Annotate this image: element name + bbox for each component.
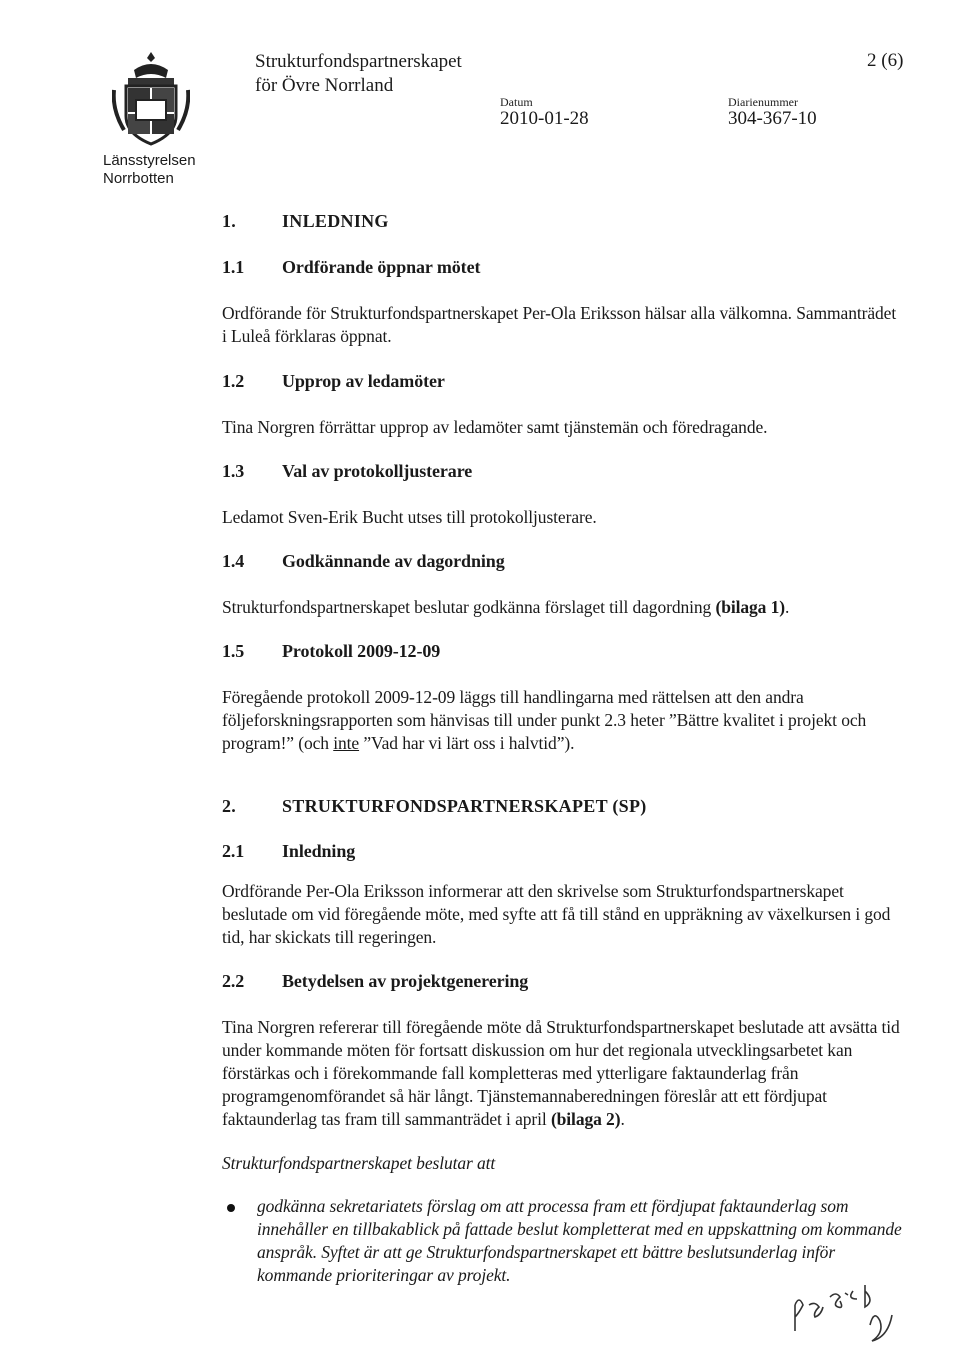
organization-name — [255, 50, 462, 98]
section-2-1-text: Ordförande Per-Ola Eriksson informerar att den skrivelse som Strukturfondspartnerskapet beslutade om vid föregående möte, med syfte att få till stånd en uppräkning av växelkursen i god tid, har skickats till regeringen. — [222, 881, 891, 947]
section-number: 1.1 — [222, 257, 245, 277]
section-number: 1.4 — [222, 551, 245, 571]
section-title: Upprop av ledamöter — [282, 371, 445, 391]
page-number: 2 (6) — [867, 50, 904, 71]
section-1-3-text: Ledamot Sven-Erik Bucht utses till protokolljusterare. — [222, 507, 597, 527]
section-number: 2.1 — [222, 841, 245, 861]
section-title: STRUKTURFONDSPARTNERSKAPET (SP) — [282, 796, 647, 816]
text-segment: Tina Norgren refererar till föregående möte då Strukturfondspartnerskapet beslutade att avsätta tid under kommande möten för fortsatt diskussion om hur det regionala utvecklingsarbetet kan förstärkas och i förekommande fall kompletteras med ytterligare faktaunderlag från programgenomförandet så här långt. Tjänstemannaberedningen föreslår att ett fördjupat faktaunderlag tas fram till sammanträdet i april — [222, 1017, 900, 1129]
org-line1: Strukturfondspartnerskapet — [255, 51, 462, 72]
org-line2: för Övre Norrland — [255, 75, 394, 96]
section-number: 2. — [222, 796, 237, 816]
text-segment: . — [784, 597, 790, 617]
agency-line2: Norrbotten — [103, 170, 174, 187]
dnr-label: Diarienummer — [728, 95, 798, 109]
section-2-heading — [222, 795, 912, 818]
section-1-2-text: Tina Norgren förrättar upprop av ledamöter samt tjänstemän och föredragande. — [222, 417, 768, 437]
dnr-value: 304-367-10 — [728, 108, 817, 129]
section-1-heading — [222, 210, 912, 233]
coat-of-arms-icon — [112, 50, 190, 150]
section-number: 1.2 — [222, 371, 245, 391]
section-2-1-heading — [222, 840, 912, 863]
agency-name — [103, 152, 196, 188]
section-1-4-text — [222, 596, 912, 619]
handwritten-initials — [775, 1275, 915, 1355]
section-number: 2.2 — [222, 971, 245, 991]
section-2-2-text — [222, 1016, 906, 1131]
attachment-ref: (bilaga 1) — [715, 597, 785, 617]
section-1-1-text: Ordförande för Strukturfondspartnerskapet Per-Ola Eriksson hälsar alla välkomna. Sammanträdet i Luleå förklaras öppnat. — [222, 303, 897, 346]
date-value: 2010-01-28 — [500, 108, 589, 129]
section-1-3-heading — [222, 460, 912, 483]
section-1-2-heading — [222, 370, 912, 393]
text-segment: . — [620, 1109, 625, 1129]
section-title: INLEDNING — [282, 211, 389, 231]
section-title: Godkännande av dagordning — [282, 551, 505, 571]
section-1-5-heading — [222, 640, 912, 663]
section-number: 1.5 — [222, 641, 245, 661]
decision-intro: Strukturfondspartnerskapet beslutar att — [222, 1153, 496, 1173]
section-number: 1.3 — [222, 461, 245, 481]
section-1-1-heading — [222, 256, 912, 279]
section-2-2-heading — [222, 970, 912, 993]
section-1-5-text — [222, 686, 904, 755]
section-title: Val av protokolljusterare — [282, 461, 473, 481]
section-title: Betydelsen av projektgenerering — [282, 971, 529, 991]
section-1-4-heading — [222, 550, 912, 573]
section-title: Protokoll 2009-12-09 — [282, 641, 441, 661]
section-title: Inledning — [282, 841, 356, 861]
text-segment: ”Vad har vi lärt oss i halvtid”). — [359, 733, 575, 753]
bullet-icon — [227, 1204, 235, 1212]
decision-bullet-text: godkänna sekretariatets förslag om att processa fram ett fördjupat faktaunderlag som innehåller en tillbakablick på fattade beslut kompletterat med en uppskattning om kommande anspråk. Syftet är att ge Strukturfondspartnerskapet ett bättre beslutsunderlag inför kommande prioriteringar av projekt. — [257, 1196, 902, 1285]
attachment-ref: (bilaga 2) — [550, 1109, 621, 1129]
underlined-word: inte — [333, 733, 360, 753]
section-title: Ordförande öppnar mötet — [282, 257, 481, 277]
section-number: 1. — [222, 211, 237, 231]
agency-line1: Länsstyrelsen — [103, 152, 196, 169]
text-segment: Föregående protokoll 2009-12-09 läggs till handlingarna med rättelsen att den andra följeforskningsrapporten som hänvisas till under punkt 2.3 heter ”Bättre kvalitet i projekt och program!” (och — [222, 687, 867, 753]
text-segment: Strukturfondspartnerskapet beslutar godkänna förslaget till dagordning — [222, 597, 716, 617]
date-label: Datum — [500, 95, 533, 109]
